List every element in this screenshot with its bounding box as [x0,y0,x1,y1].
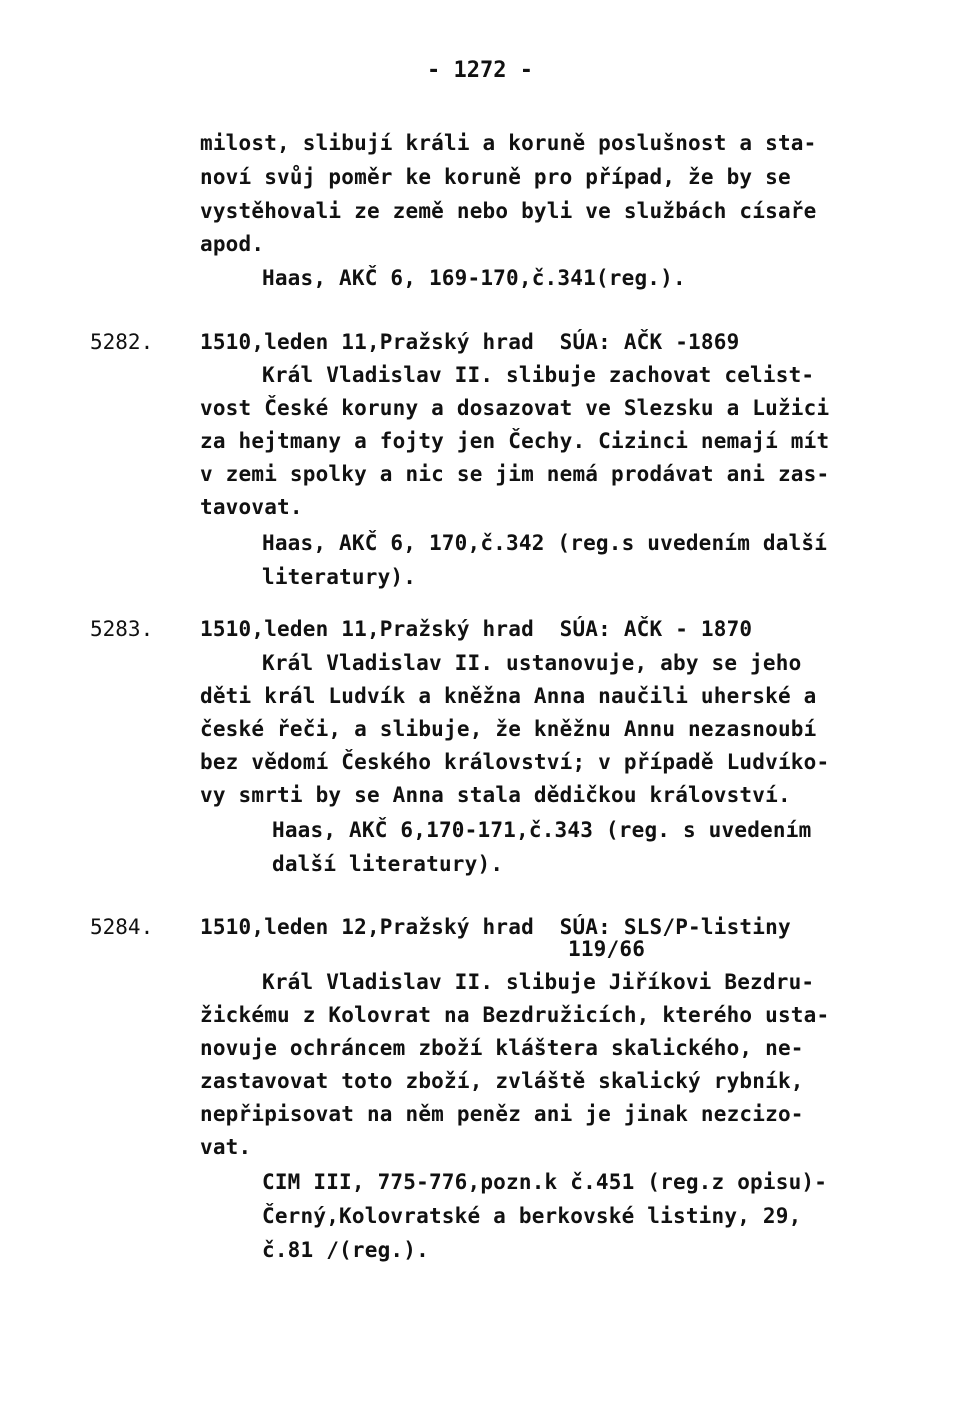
entry-line: vy smrti by se Anna stala dědičkou království. [200,783,791,807]
entry-number: 5283. [90,617,154,641]
page-header: - 1272 - [427,58,533,83]
entry-citation: Haas, AKČ 6,170-171,č.343 (reg. s uvedením [272,818,812,842]
entry-citation: literatury). [262,565,417,589]
entry-line: zastavovat toto zboží, zvláště skalický rybník, [200,1069,804,1093]
intro-citation: Haas, AKČ 6, 169-170,č.341(reg.). [262,266,686,290]
entry-line: novuje ochráncem zboží kláštera skalického, ne- [200,1036,804,1060]
entry-number: 5282. [90,330,154,354]
entry-heading-signature: 119/66 [568,937,646,961]
entry-line: nepřipisovat na něm peněz ani je jinak nezcizo- [200,1102,804,1126]
entry-heading: 1510,leden 12,Pražský hrad SÚA: SLS/P-listiny [200,915,791,939]
entry-line: Král Vladislav II. slibuje zachovat celist- [262,363,815,387]
entry-line: bez vědomí Českého království; v případě Ludvíko- [200,750,830,774]
intro-line: apod. [200,232,265,256]
entry-citation: další literatury). [272,852,504,876]
entry-line: za hejtmany a fojty jen Čechy. Cizinci nemají mít [200,429,830,453]
entry-line: v zemi spolky a nic se jim nemá prodávat ani zas- [200,462,830,486]
entry-line: vat. [200,1135,252,1159]
intro-line: vystěhovali ze země nebo byli ve službách císaře [200,199,817,223]
intro-line: milost, slibují králi a koruně poslušnost a sta- [200,131,817,155]
entry-citation: Černý,Kolovratské a berkovské listiny, 29, [262,1204,802,1228]
entry-number: 5284. [90,915,154,939]
entry-line: Král Vladislav II. slibuje Jiříkovi Bezdru- [262,970,815,994]
entry-line: vost České koruny a dosazovat ve Slezsku a Lužici [200,396,830,420]
entry-line: české řeči, a slibuje, že kněžnu Annu nezasnoubí [200,717,817,741]
entry-heading: 1510,leden 11,Pražský hrad SÚA: AČK -1869 [200,330,740,354]
entry-line: děti král Ludvík a kněžna Anna naučili uherské a [200,684,817,708]
entry-citation: č.81 /(reg.). [262,1238,429,1262]
entry-heading: 1510,leden 11,Pražský hrad SÚA: AČK - 1870 [200,617,753,641]
entry-line: Král Vladislav II. ustanovuje, aby se jeho [262,651,802,675]
entry-citation: CIM III, 775-776,pozn.k č.451 (reg.z opisu)- [262,1170,828,1194]
entry-citation: Haas, AKČ 6, 170,č.342 (reg.s uvedením další [262,531,828,555]
intro-line: noví svůj poměr ke koruně pro případ, že by se [200,165,791,189]
entry-line: žickému z Kolovrat na Bezdružicích, kterého usta- [200,1003,830,1027]
entry-line: tavovat. [200,495,303,519]
